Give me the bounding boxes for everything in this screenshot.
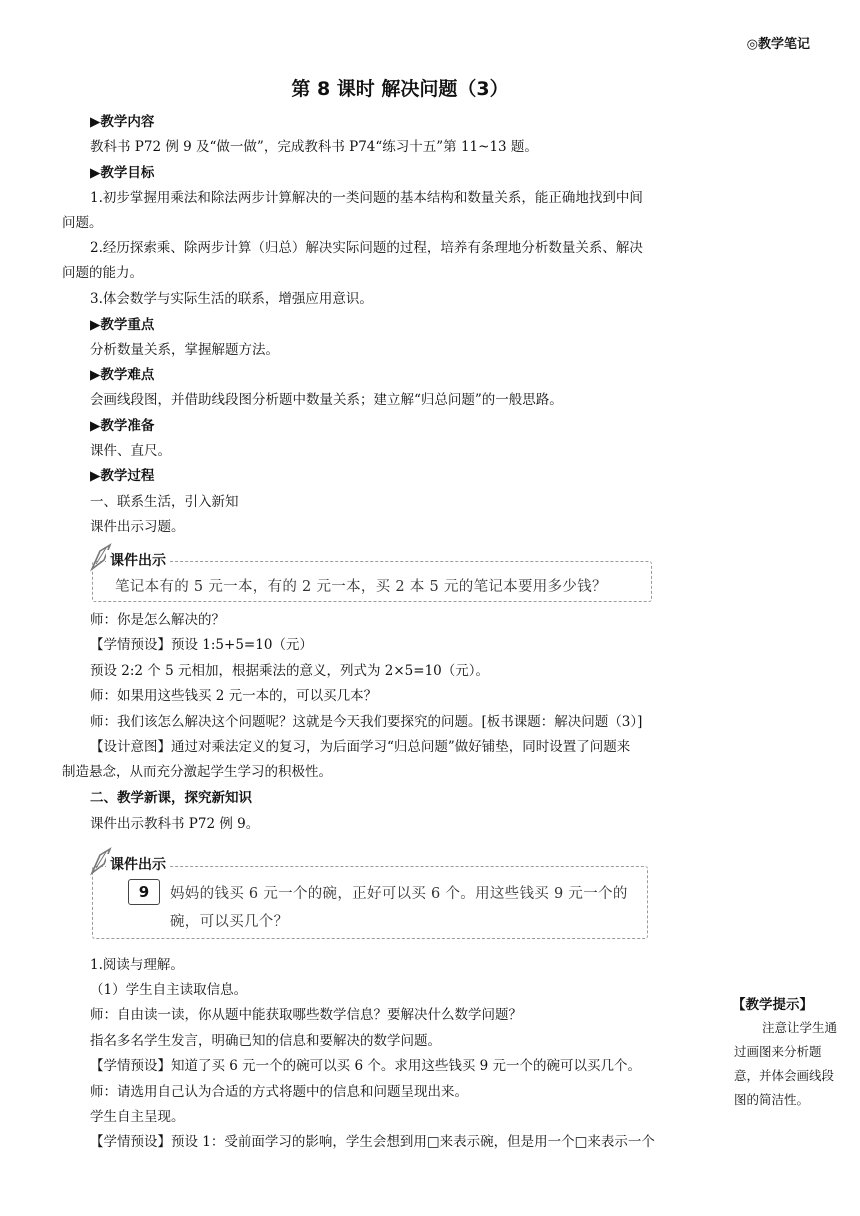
- box-2-tag: 课件出示: [106, 854, 170, 874]
- process-step-1: 一、联系生活，引入新知: [90, 494, 239, 510]
- dialog-1-line-6: 【设计意图】通过对乘法定义的复习，为后面学习“归总问题”做好铺垫，同时设置了问题来: [90, 739, 631, 755]
- dialog-1-line-2: 【学情预设】预设 1:5+5=10（元）: [90, 637, 313, 653]
- box-1-problem: 笔记本有的 5 元一本，有的 2 元一本，买 2 本 5 元的笔记本要用多少钱？: [115, 579, 607, 595]
- dialog-1-line-1: 师：你是怎么解决的？: [90, 612, 225, 628]
- notes-label: ◎教学笔记: [746, 37, 810, 52]
- goal-2-line-b: 问题的能力。: [62, 265, 143, 281]
- goal-1-line-b: 问题。: [62, 215, 103, 231]
- box-2-problem-line-2: 碗，可以买几个？: [170, 914, 289, 930]
- dialog-1-line-3: 预设 2:2 个 5 元相加，根据乘法的意义，列式为 2×5=10（元）。: [90, 663, 490, 679]
- dialog-2-line-7: 学生自主呈现。: [90, 1109, 185, 1125]
- dialog-2-line-3: 师：自由读一读，你从题中能获取哪些数学信息？要解决什么数学问题？: [90, 1007, 522, 1023]
- teaching-tip-text: 注意让学生通过画图来分析题意，并体会画线段图的简洁性。: [734, 1020, 838, 1107]
- goal-3: 3.体会数学与实际生活的联系，增强应用意识。: [90, 291, 373, 307]
- process-step-1-note: 课件出示习题。: [90, 519, 185, 535]
- difficulty-heading: ▶教学难点: [90, 367, 155, 383]
- dialog-2-line-2: （1）学生自主读取信息。: [90, 982, 248, 998]
- dialog-1-line-8: 二、教学新课，探究新知识: [90, 790, 252, 806]
- dialog-2-line-8: 【学情预设】预设 1：受前面学习的影响，学生会想到用□来表示碗，但是用一个□来表示一个: [90, 1134, 655, 1150]
- content-heading: ▶教学内容: [90, 114, 155, 130]
- dialog-1-line-5: 师：我们该怎么解决这个问题呢？这就是今天我们要探究的问题。[板书课题：解决问题（3）]: [90, 714, 643, 730]
- dialog-2-line-5: 【学情预设】知道了买 6 元一个的碗可以买 6 个。求用这些钱买 9 元一个的碗可以买几个。: [90, 1058, 642, 1074]
- goal-2-line-a: 2.经历探索乘、除两步计算（归总）解决实际问题的过程，培养有条理地分析数量关系、解决: [90, 240, 643, 256]
- dialog-2-line-4: 指名多名学生发言，明确已知的信息和要解决的数学问题。: [90, 1033, 441, 1049]
- dialog-1-line-4: 师：如果用这些钱买 2 元一本的，可以买几本？: [90, 688, 378, 704]
- prep-text: 课件、直尺。: [90, 443, 171, 459]
- goal-1-line-a: 1.初步掌握用乘法和除法两步计算解决的一类问题的基本结构和数量关系，能正确地找到中间: [90, 190, 643, 206]
- dialog-1-line-9: 课件出示教科书 P72 例 9。: [90, 816, 260, 832]
- key-text: 分析数量关系，掌握解题方法。: [90, 342, 279, 358]
- goals-heading: ▶教学目标: [90, 165, 155, 181]
- box-2-problem-line-1: 妈妈的钱买 6 元一个的碗，正好可以买 6 个。用这些钱买 9 元一个的: [170, 886, 628, 902]
- content-text: 教科书 P72 例 9 及“做一做”，完成教科书 P74“练习十五”第 11~13 题。: [90, 139, 538, 155]
- teaching-tip-title: 【教学提示】: [732, 997, 813, 1013]
- box-1-tag: 课件出示: [106, 550, 170, 570]
- page-title: 第 8 课时 解决问题（3）: [291, 78, 509, 100]
- dialog-1-line-7: 制造悬念，从而充分激起学生学习的积极性。: [62, 764, 332, 780]
- dialog-2-line-1: 1.阅读与理解。: [90, 957, 184, 973]
- prep-heading: ▶教学准备: [90, 418, 155, 434]
- dialog-2-line-6: 师：请选用自己认为合适的方式将题中的信息和问题呈现出来。: [90, 1084, 468, 1100]
- example-number-badge: 9: [128, 879, 160, 905]
- difficulty-text: 会画线段图，并借助线段图分析题中数量关系；建立解“归总问题”的一般思路。: [90, 392, 563, 408]
- process-heading: ▶教学过程: [90, 468, 155, 484]
- key-heading: ▶教学重点: [90, 317, 155, 333]
